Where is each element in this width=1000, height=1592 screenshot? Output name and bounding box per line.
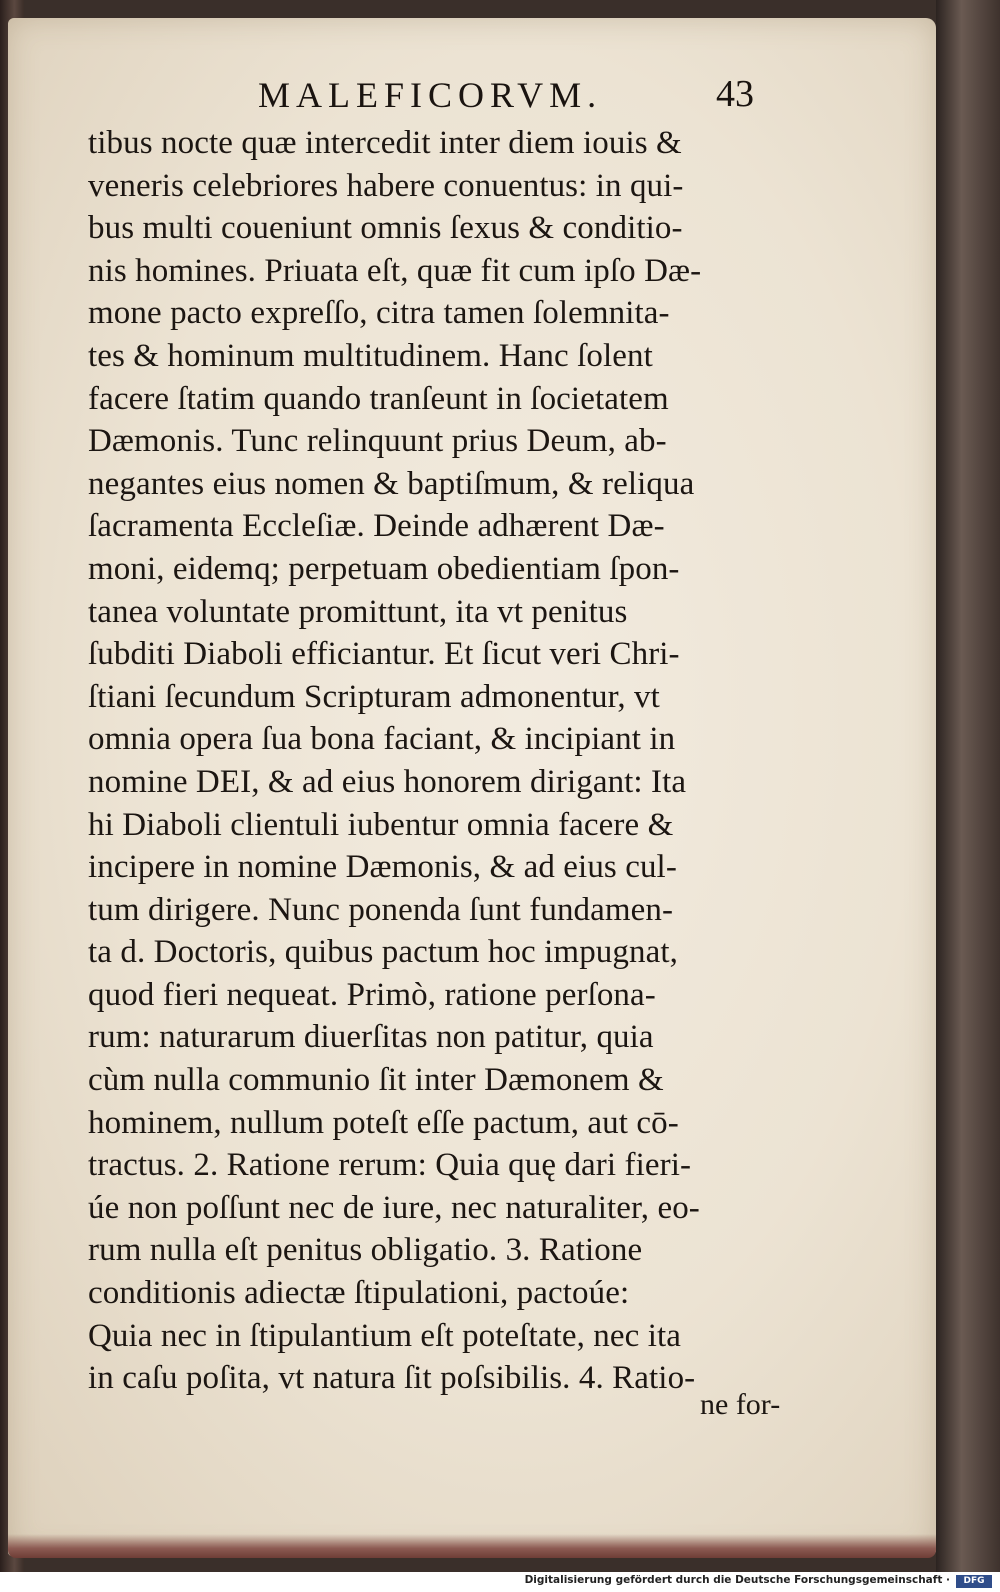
text-line: incipere in nomine Dæmonis, & ad eius cul- [88, 849, 677, 886]
text-line: tibus nocte quæ intercedit inter diem iouis & [88, 125, 682, 161]
text-line: rum: naturarum diuerſitas non patitur, quia [88, 1019, 654, 1056]
page-bottom-edge [8, 1534, 936, 1558]
text-line: omnia opera ſua bona faciant, & incipiant in [88, 721, 676, 758]
text-line: negantes eius nomen & baptiſmum, & reliqua [88, 465, 695, 502]
text-line: tanea voluntate promittunt, ita vt penitus [88, 593, 628, 630]
text-line: conditionis adiectæ ſtipulationi, pactoúe: [88, 1275, 630, 1312]
text-line: hi Diaboli clientuli iubentur omnia facere & [88, 806, 674, 843]
page-header [250, 70, 770, 130]
text-line: moni, eidemq; perpetuam obedientiam ſpon- [88, 550, 680, 587]
text-line: facere ſtatim quando tranſeunt in ſocietatem [88, 380, 669, 417]
page-number: 43 [716, 73, 754, 115]
text-line: tractus. 2. Ratione rerum: Quia quę dari fieri- [88, 1147, 692, 1184]
text-line: ſacramenta Eccleſiæ. Deinde adhærent Dæ- [88, 508, 665, 545]
text-line: veneris celebriores habere conuentus: in qui- [88, 167, 684, 204]
footer-credit: Digitalisierung gefördert durch die Deutsche Forschungsgemeinschaft · [524, 1574, 950, 1586]
text-line: tum dirigere. Nunc ponenda ſunt fundamen- [88, 891, 674, 928]
text-line: nomine DEI, & ad eius honorem dirigant: Ita [88, 763, 687, 800]
text-line: mone pacto expreſſo, citra tamen ſolemnita- [88, 295, 670, 332]
body-text [88, 122, 778, 1400]
text-line: hominem, nullum poteſt eſſe pactum, aut cō- [88, 1104, 679, 1141]
text-line: nis homines. Priuata eſt, quæ fit cum ipſo Dæ- [88, 252, 702, 289]
text-line: ta d. Doctoris, quibus pactum hoc impugnat, [88, 934, 678, 971]
dfg-logo: DFG [956, 1575, 992, 1588]
book-board-right [936, 0, 1000, 1572]
footer-bar [0, 1572, 1000, 1592]
catchword: ne for- [700, 1388, 781, 1421]
text-line: Quia nec in ſtipulantium eſt poteſtate, nec ita [88, 1317, 682, 1354]
text-line: cùm nulla communio ſit inter Dæmonem & [88, 1062, 664, 1099]
text-line: Dæmonis. Tunc relinquunt prius Deum, ab- [88, 423, 667, 460]
text-line: rum nulla eſt penitus obligatio. 3. Ratione [88, 1232, 643, 1269]
text-line: bus multi coueniunt omnis ſexus & conditio- [88, 210, 683, 247]
text-line: quod fieri nequeat. Primò, ratione perſona- [88, 976, 656, 1013]
text-line: úe non poſſunt nec de iure, nec naturaliter, eo- [88, 1189, 700, 1226]
text-line: in caſu poſita, vt natura ſit poſsibilis. 4. Ratio- [88, 1360, 696, 1397]
text-line: ſtiani ſecundum Scripturam admonentur, vt [88, 678, 660, 715]
running-title: MALEFICORVM. [258, 75, 603, 115]
text-line: ſubditi Diaboli efficiantur. Et ſicut veri Chri- [88, 636, 680, 673]
text-line: tes & hominum multitudinem. Hanc ſolent [88, 337, 653, 374]
